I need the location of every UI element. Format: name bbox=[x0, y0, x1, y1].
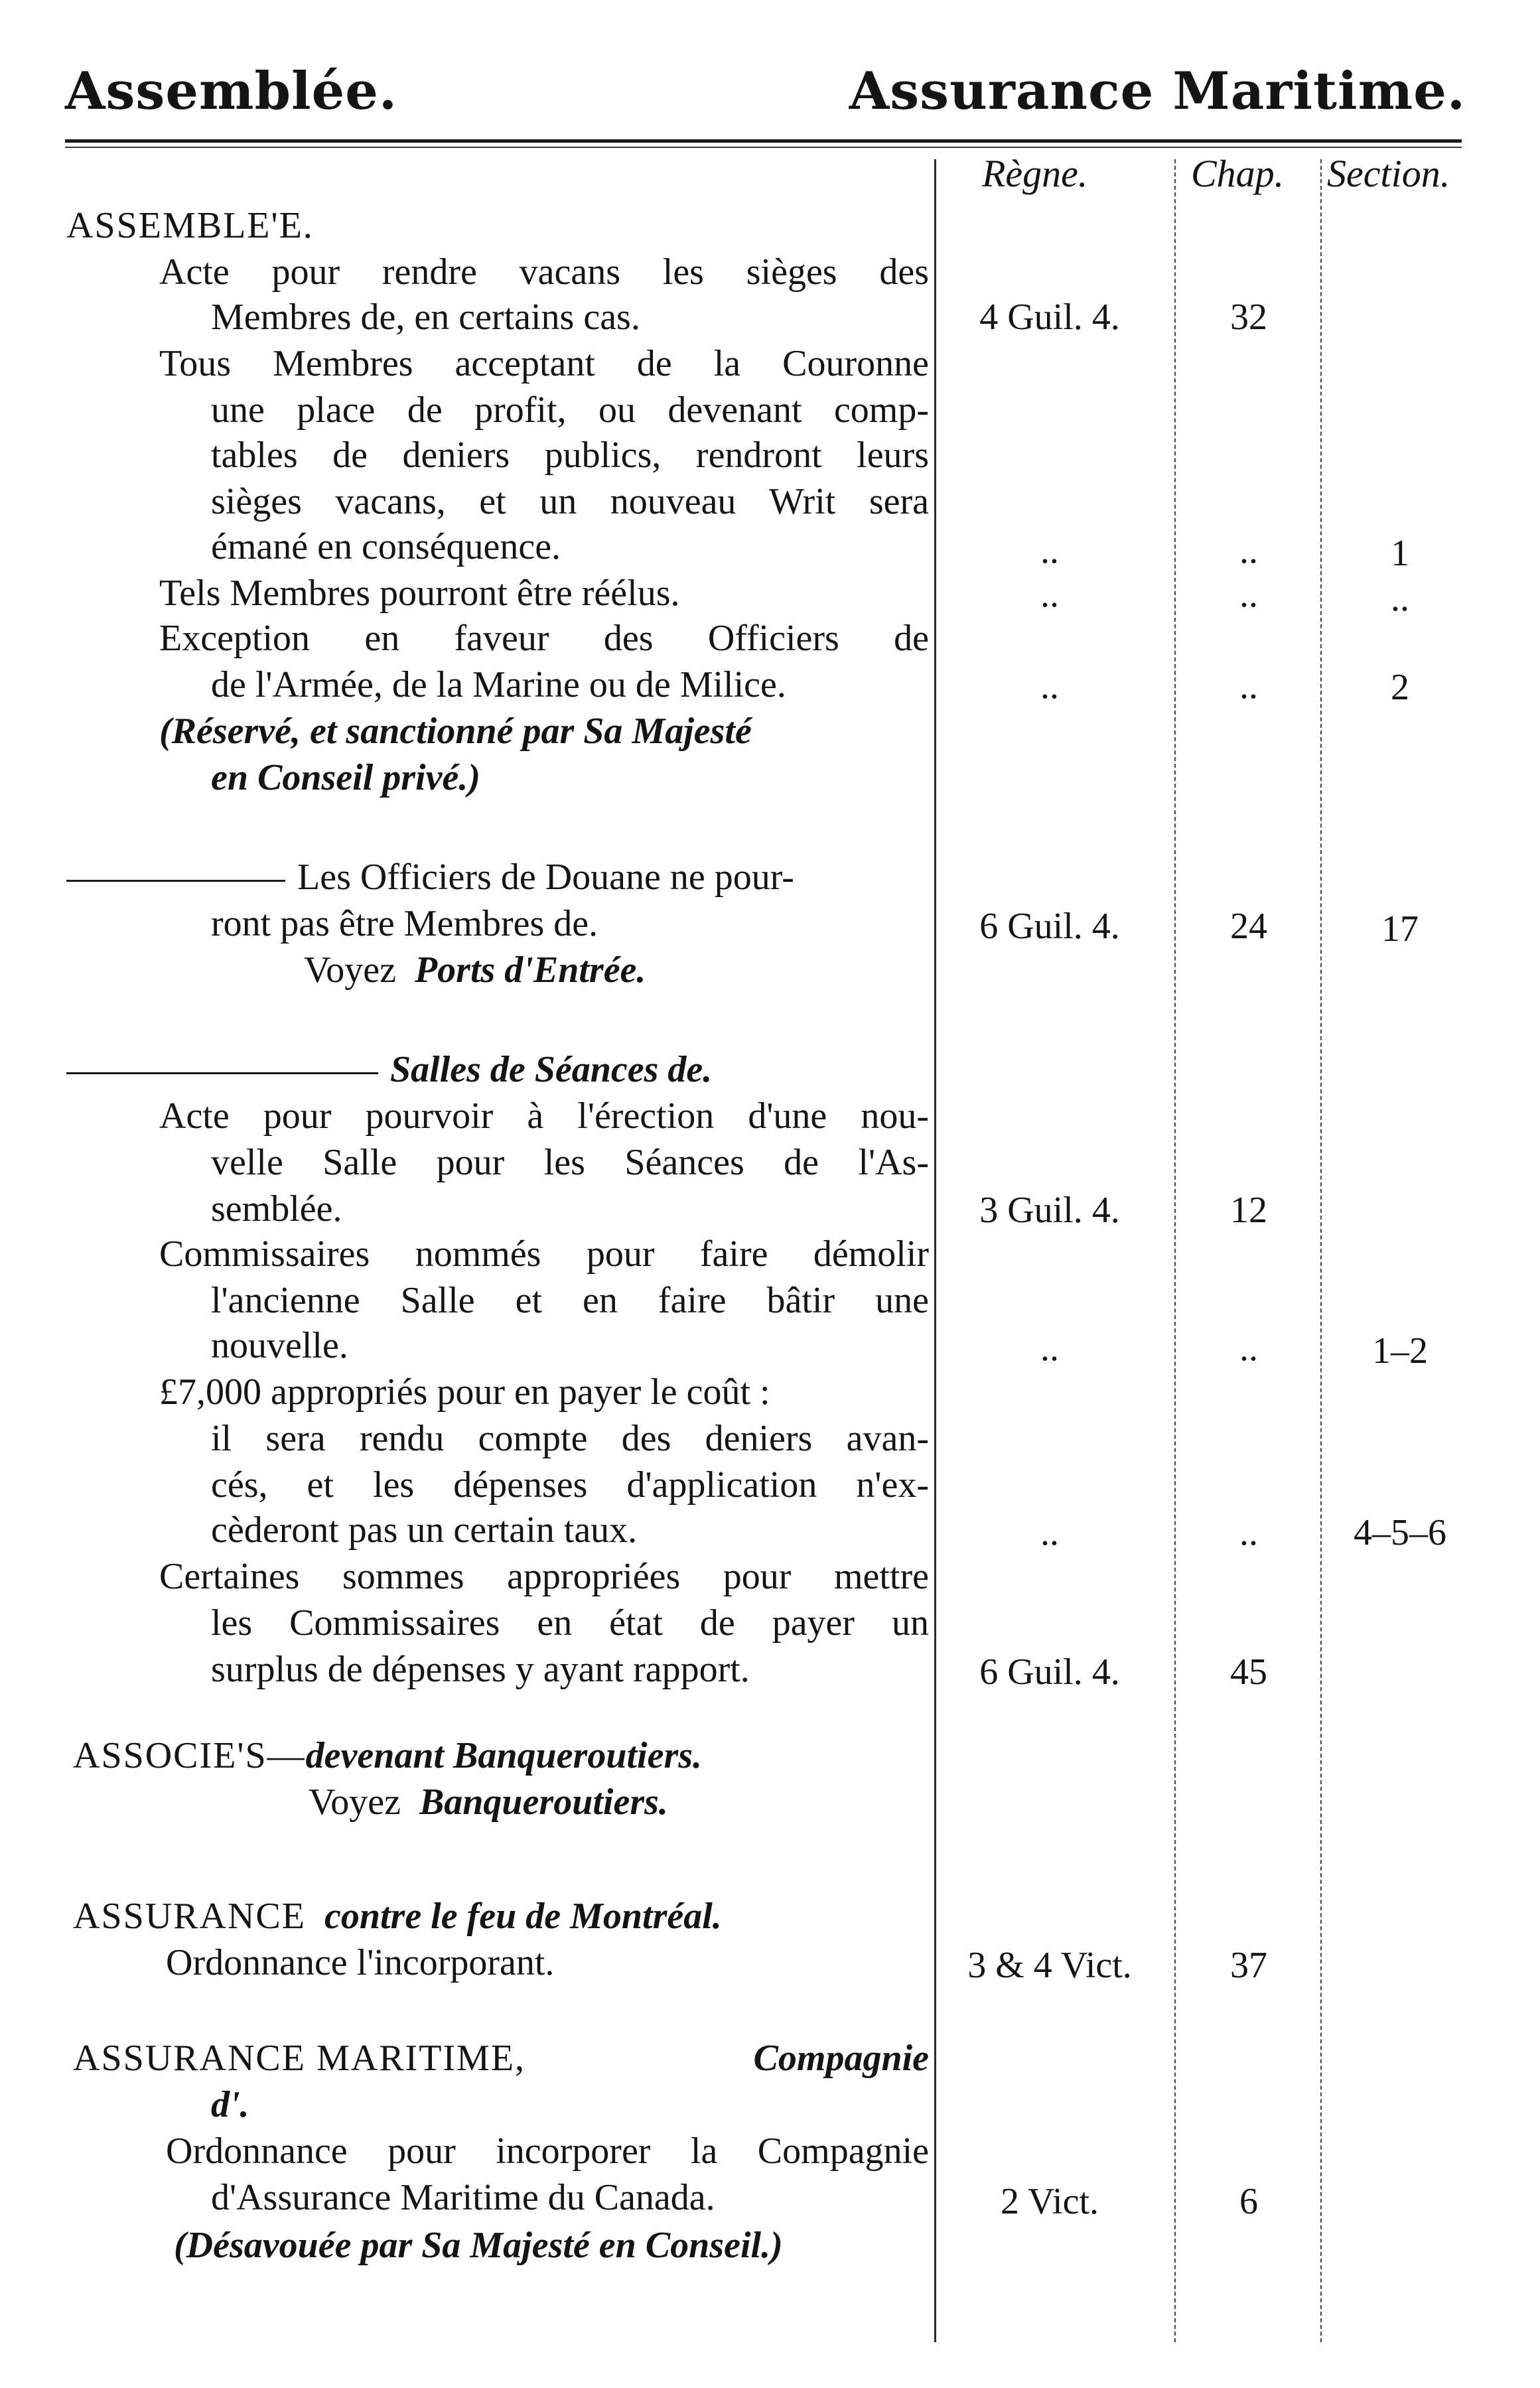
column-rule-text bbox=[934, 159, 936, 2342]
entry-text-line: de l'Armée, de la Marine ou de Milice. bbox=[211, 664, 786, 705]
running-head-right: Assurance Maritime. bbox=[849, 61, 1466, 121]
column-heading-section: Section. bbox=[1327, 152, 1450, 195]
regne-value: .. bbox=[1040, 530, 1059, 571]
entry-text-line: semblée. bbox=[211, 1188, 342, 1229]
entry-heading-text: ASSURANCE MARITIME, bbox=[73, 2038, 526, 2079]
section-value: 2 bbox=[1391, 667, 1409, 708]
ditto-dash bbox=[66, 1072, 378, 1074]
entry-text-line: Acte pour pourvoir à l'érection d'une nou- bbox=[159, 1095, 929, 1137]
entry-text-line: cés, et les dépenses d'application n'ex- bbox=[211, 1464, 929, 1506]
entry-text-line: l'ancienne Salle et en faire bâtir une bbox=[211, 1280, 929, 1321]
entry-text-line: il sera rendu compte des deniers avan- bbox=[211, 1418, 929, 1459]
entry-heading-italic: contre le feu de Montréal. bbox=[324, 1896, 722, 1937]
regne-value: 6 Guil. 4. bbox=[979, 906, 1120, 947]
regne-value: 6 Guil. 4. bbox=[979, 1651, 1120, 1693]
entry-text-line: nouvelle. bbox=[211, 1325, 348, 1366]
entry-text-line: sièges vacans, et un nouveau Writ sera bbox=[211, 481, 929, 522]
entry-heading-italic-cont: d'. bbox=[211, 2084, 249, 2125]
chap-value: .. bbox=[1239, 1328, 1258, 1369]
regne-value: .. bbox=[1040, 1328, 1059, 1369]
regne-value: .. bbox=[1040, 666, 1059, 707]
section-value: 17 bbox=[1381, 908, 1419, 949]
regne-value: 3 & 4 Vict. bbox=[967, 1945, 1132, 1986]
regne-value: .. bbox=[1040, 1512, 1059, 1553]
entry-text-line: cèderont pas un certain taux. bbox=[211, 1510, 638, 1551]
column-heading-chap: Chap. bbox=[1191, 152, 1285, 195]
entry-subheading-line bbox=[66, 1051, 712, 1088]
entry-text-line: les Commissaires en état de payer un bbox=[211, 1602, 929, 1644]
chap-value: 32 bbox=[1230, 297, 1267, 338]
entry-heading-assemblee: ASSEMBLE'E. bbox=[66, 205, 314, 246]
cross-reference bbox=[309, 1784, 668, 1821]
entry-text-line: £7,000 appropriés pour en payer le coût : bbox=[159, 1371, 770, 1413]
entry-text-line: tables de deniers publics, rendront leurs bbox=[211, 435, 929, 476]
ditto-dash bbox=[66, 880, 285, 882]
section-value: 4–5–6 bbox=[1354, 1512, 1446, 1553]
entry-heading-text: ASSOCIE'S— bbox=[73, 1735, 306, 1776]
entry-text-line: Tels Membres pourront être réélus. bbox=[159, 573, 680, 614]
entry-text-line: Ordonnance pour incorporer la Compagnie bbox=[166, 2131, 929, 2172]
entry-heading-associes bbox=[73, 1737, 702, 1774]
chap-value: 24 bbox=[1230, 906, 1267, 947]
regne-value: .. bbox=[1040, 574, 1059, 615]
chap-value: .. bbox=[1239, 1512, 1258, 1553]
column-rule-regne bbox=[1174, 159, 1176, 2342]
entry-note-italic: en Conseil privé.) bbox=[211, 757, 480, 798]
entry-text-line: surplus de dépenses y ayant rapport. bbox=[211, 1649, 750, 1690]
entry-heading-italic: devenant Banqueroutiers. bbox=[305, 1735, 703, 1776]
header-rule bbox=[65, 139, 1462, 143]
column-heading-regne: Règne. bbox=[982, 152, 1088, 195]
entry-text-line: Commissaires nommés pour faire démolir bbox=[159, 1233, 929, 1275]
column-rule-chap bbox=[1320, 159, 1322, 2342]
cross-reference bbox=[304, 951, 646, 989]
entry-text-line: Ordonnance l'incorporant. bbox=[166, 1942, 555, 1983]
entry-text-line: Certaines sommes appropriées pour mettre bbox=[159, 1556, 929, 1597]
regne-value: 2 Vict. bbox=[1000, 2181, 1099, 2222]
entry-text-line bbox=[66, 859, 794, 896]
entry-heading-assurance-feu bbox=[73, 1898, 722, 1935]
entry-text-line: Membres de, en certains cas. bbox=[211, 297, 640, 338]
entry-text-line: émané en conséquence. bbox=[211, 526, 561, 567]
entry-heading-text: ASSURANCE bbox=[73, 1896, 306, 1937]
voyez-label: Voyez bbox=[309, 1782, 401, 1823]
entry-text-line: une place de profit, ou devenant comp- bbox=[211, 389, 929, 431]
chap-value: .. bbox=[1239, 574, 1258, 615]
entry-note-italic: (Désavouée par Sa Majesté en Conseil.) bbox=[174, 2225, 783, 2266]
cross-reference-target: Banqueroutiers. bbox=[419, 1782, 668, 1823]
chap-value: .. bbox=[1239, 666, 1258, 707]
chap-value: 6 bbox=[1239, 2181, 1258, 2222]
chap-value: 45 bbox=[1230, 1651, 1267, 1693]
section-value: 1 bbox=[1391, 533, 1409, 574]
entry-text-line: d'Assurance Maritime du Canada. bbox=[211, 2177, 715, 2218]
voyez-label: Voyez bbox=[304, 949, 396, 991]
section-value: 1–2 bbox=[1372, 1330, 1428, 1371]
entry-text-line: ront pas être Membres de. bbox=[211, 903, 598, 944]
entry-text-line: velle Salle pour les Séances de l'As- bbox=[211, 1142, 929, 1183]
entry-heading-assurance-maritime bbox=[73, 2040, 929, 2077]
regne-value: 4 Guil. 4. bbox=[979, 297, 1120, 338]
chap-value: 12 bbox=[1230, 1190, 1267, 1231]
entry-note-italic: (Réservé, et sanctionné par Sa Majesté bbox=[159, 711, 752, 752]
section-value: .. bbox=[1391, 578, 1409, 619]
chap-value: 37 bbox=[1230, 1945, 1267, 1986]
chap-value: .. bbox=[1239, 530, 1258, 571]
entry-subheading: Salles de Séances de. bbox=[390, 1049, 713, 1090]
entry-text: Les Officiers de Douane ne pour- bbox=[297, 857, 794, 898]
entry-text-line: Tous Membres acceptant de la Couronne bbox=[159, 343, 929, 384]
cross-reference-target: Ports d'Entrée. bbox=[414, 949, 646, 991]
regne-value: 3 Guil. 4. bbox=[979, 1190, 1120, 1231]
running-head-left: Assemblée. bbox=[65, 61, 398, 121]
entry-heading-italic: Compagnie bbox=[753, 2038, 929, 2079]
entry-text-line: Exception en faveur des Officiers de bbox=[159, 618, 929, 659]
header-rule-thin bbox=[65, 147, 1462, 148]
entry-text-line: Acte pour rendre vacans les sièges des bbox=[159, 251, 929, 293]
